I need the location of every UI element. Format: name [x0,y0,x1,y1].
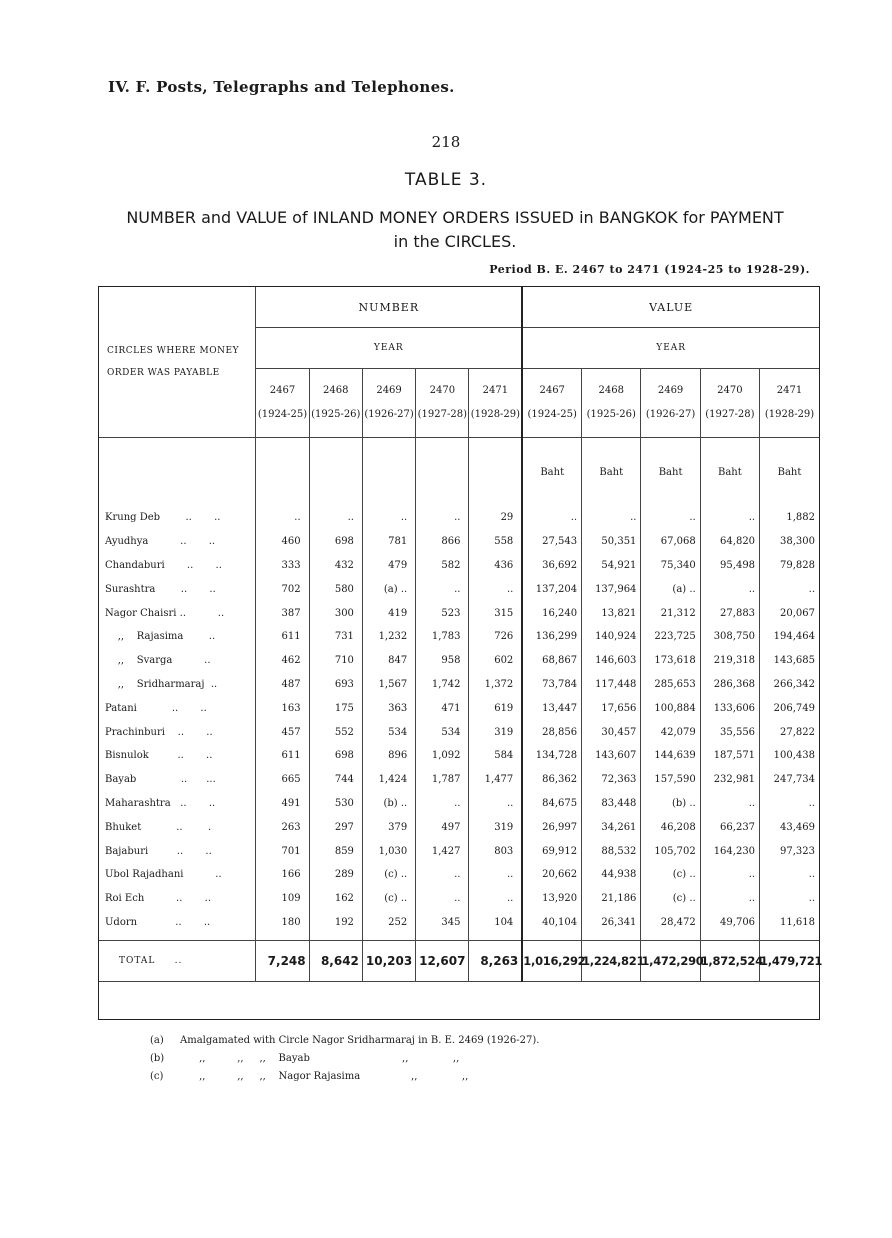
number-cell: 319 [469,720,522,744]
value-year-header-2 [641,369,700,438]
year-ce: (1924-25) [527,409,577,420]
number-cell: .. [309,506,362,530]
footnote-text: Amalgamated with Circle Nagor Sridharmaraj in B. E. 2469 (1926-27). [180,1035,540,1046]
value-cell: 143,685 [760,649,819,673]
number-cell: 487 [256,673,309,697]
total-number-cell: 12,607 [416,941,469,982]
number-cell: 558 [469,530,522,554]
circle-name: Ayudhya .. .. [105,536,216,548]
number-cell: 319 [469,815,522,839]
value-cell: 79,828 [760,554,819,578]
unit-blank-cell [362,438,415,507]
value-year-header-1 [582,369,641,438]
table-row [99,554,819,578]
total-number-cell: 7,248 [256,941,309,982]
number-cell: 710 [309,649,362,673]
value-cell: .. [760,577,819,601]
number-cell: .. [416,792,469,816]
table-row [99,839,819,863]
value-cell: 308,750 [700,625,759,649]
number-cell: 162 [309,887,362,911]
number-cell: .. [469,792,522,816]
number-cell: 534 [416,720,469,744]
table-row [99,744,819,768]
year-ce: (1926-27) [645,409,696,420]
footnote [150,1068,539,1086]
number-cell: (c) .. [362,863,415,887]
value-year-header-0 [522,369,581,438]
value-cell: .. [700,792,759,816]
number-cell: 530 [309,792,362,816]
circle-name: Bhuket .. . [105,821,212,833]
value-cell: 50,351 [582,530,641,554]
circle-name: ,, Rajasima .. [105,631,216,643]
value-cell: (c) .. [641,863,700,887]
value-cell: 44,938 [582,863,641,887]
number-cell: .. [362,506,415,530]
number-cell: 166 [256,863,309,887]
number-year-header: YEAR [256,328,522,369]
value-cell: (b) .. [641,792,700,816]
table-row [99,625,819,649]
section-heading: IV. F. Posts, Telegraphs and Telephones. [108,78,455,96]
number-cell: 896 [362,744,415,768]
value-cell: 73,784 [522,673,581,697]
value-cell: 137,204 [522,577,581,601]
number-cell: 698 [309,744,362,768]
unit-label: Baht [582,438,641,507]
total-number-cell: 8,642 [309,941,362,982]
number-cell: 702 [256,577,309,601]
footnote [150,1032,539,1050]
number-cell: 580 [309,577,362,601]
number-cell: (c) .. [362,887,415,911]
number-cell: 379 [362,815,415,839]
number-cell: 552 [309,720,362,744]
value-cell: 38,300 [760,530,819,554]
number-cell: 333 [256,554,309,578]
year-be: 2470 [717,385,743,396]
value-cell: 83,448 [582,792,641,816]
table-row [99,720,819,744]
footnote-text: ,, ,, ,, Bayab ,, ,, [180,1053,460,1064]
value-cell: 1,882 [760,506,819,530]
total-value-cell: 1,872,524 [700,941,759,982]
number-cell: 192 [309,911,362,935]
number-year-header-4 [469,369,522,438]
total-value-cell: 1,016,292 [522,941,581,982]
number-cell: 163 [256,696,309,720]
value-cell: 219,318 [700,649,759,673]
number-cell: 602 [469,649,522,673]
number-cell: 665 [256,768,309,792]
number-cell: 363 [362,696,415,720]
number-cell: 726 [469,625,522,649]
value-cell: .. [760,887,819,911]
value-cell: 194,464 [760,625,819,649]
number-cell: (b) .. [362,792,415,816]
number-cell: 1,567 [362,673,415,697]
year-ce: (1924-25) [257,409,308,420]
number-cell: 289 [309,863,362,887]
value-cell: .. [700,506,759,530]
table-row [99,530,819,554]
value-cell: 117,448 [582,673,641,697]
number-cell: .. [256,506,309,530]
footnote-mark: (b) [150,1053,165,1064]
year-be: 2470 [429,385,456,396]
total-label: TOTAL .. [99,941,256,982]
footnote-mark: (a) [150,1035,164,1046]
table-body [99,438,823,982]
circle-name: Udorn .. .. [105,916,211,928]
circle-name: Maharashtra .. .. [105,797,216,809]
number-cell: 701 [256,839,309,863]
value-cell: 21,186 [582,887,641,911]
value-cell: 11,618 [760,911,819,935]
value-cell: 13,920 [522,887,581,911]
number-cell: 731 [309,625,362,649]
title-line-2: in the CIRCLES. [393,232,517,251]
value-cell: 13,821 [582,601,641,625]
value-cell: 17,656 [582,696,641,720]
circle-name: Nagor Chaisri .. .. [105,607,225,619]
unit-blank-cell [416,438,469,507]
table-row [99,792,819,816]
number-cell: 109 [256,887,309,911]
unit-blank-cell [256,438,309,507]
number-cell: 252 [362,911,415,935]
value-cell: 27,543 [522,530,581,554]
table-row [99,601,819,625]
total-number-cell: 10,203 [362,941,415,982]
table-row [99,768,819,792]
title-line-1: NUMBER and VALUE of INLAND MONEY ORDERS ISSUED in BANGKOK for PAYMENT [126,208,784,227]
value-cell: 84,675 [522,792,581,816]
value-cell: 42,079 [641,720,700,744]
number-cell: 803 [469,839,522,863]
value-year-header-3 [700,369,759,438]
number-cell: 847 [362,649,415,673]
total-row [99,941,819,982]
number-cell: 582 [416,554,469,578]
number-cell: 698 [309,530,362,554]
number-cell: 29 [469,506,522,530]
number-cell: 619 [469,696,522,720]
value-cell: 54,921 [582,554,641,578]
number-group-header: NUMBER [256,287,522,328]
page-number: 218 [431,133,461,151]
data-table [99,287,823,982]
value-cell: .. [700,863,759,887]
year-be: 2471 [776,385,803,396]
value-cell: 68,867 [522,649,581,673]
year-ce: (1928-29) [470,409,521,420]
number-cell: 345 [416,911,469,935]
circle-name: Bajaburi .. .. [105,845,212,857]
number-year-header-0 [256,369,309,438]
value-cell: 140,924 [582,625,641,649]
circle-column-header [99,287,256,438]
money-orders-table [98,286,823,1020]
unit-label: Baht [641,438,700,507]
circle-header-line-1: CIRCLES WHERE MONEY [107,346,240,356]
value-cell: 285,653 [641,673,700,697]
total-value-cell: 1,224,821 [582,941,641,982]
value-cell: 232,981 [700,768,759,792]
value-cell: 173,618 [641,649,700,673]
footnote-mark: (c) [150,1071,164,1082]
value-cell: 100,884 [641,696,700,720]
circle-name: Chandaburi .. .. [105,559,222,571]
value-cell: .. [700,887,759,911]
value-cell: 134,728 [522,744,581,768]
value-cell: 27,822 [760,720,819,744]
number-cell: 859 [309,839,362,863]
year-ce: (1927-28) [705,409,755,420]
value-cell: 95,498 [700,554,759,578]
number-cell: 497 [416,815,469,839]
value-cell: 20,662 [522,863,581,887]
footnotes [150,1032,539,1086]
number-year-header-2 [362,369,415,438]
year-ce: (1926-27) [364,409,414,420]
value-cell: 266,342 [760,673,819,697]
value-cell: 27,883 [700,601,759,625]
circle-header-line-2: ORDER WAS PAYABLE [107,368,220,378]
year-ce: (1925-26) [311,409,361,420]
number-cell: .. [416,577,469,601]
value-cell: .. [760,792,819,816]
number-cell: 611 [256,625,309,649]
value-cell: 26,997 [522,815,581,839]
value-cell: 66,237 [700,815,759,839]
value-cell: 67,068 [641,530,700,554]
number-cell: 1,477 [469,768,522,792]
value-cell: .. [760,863,819,887]
year-be: 2471 [482,385,509,396]
number-cell: .. [469,863,522,887]
value-cell: (c) .. [641,887,700,911]
number-cell: 460 [256,530,309,554]
number-cell: 419 [362,601,415,625]
number-cell: 744 [309,768,362,792]
value-cell: 86,362 [522,768,581,792]
table-row [99,506,819,530]
value-cell: .. [700,577,759,601]
number-cell: 1,030 [362,839,415,863]
number-cell: 781 [362,530,415,554]
value-cell: 157,590 [641,768,700,792]
value-cell: 46,208 [641,815,700,839]
value-cell: 16,240 [522,601,581,625]
total-number-cell: 8,263 [469,941,522,982]
number-cell: .. [416,887,469,911]
value-cell: 75,340 [641,554,700,578]
value-cell: 69,912 [522,839,581,863]
number-cell: 958 [416,649,469,673]
unit-row [99,438,819,507]
number-cell: 1,092 [416,744,469,768]
unit-row-blank [99,438,256,507]
year-ce: (1927-28) [417,409,468,420]
number-cell: 263 [256,815,309,839]
unit-blank-cell [469,438,522,507]
value-cell: 143,607 [582,744,641,768]
table-row [99,577,819,601]
value-cell: 64,820 [700,530,759,554]
circle-name: Roi Ech .. .. [105,893,212,905]
number-cell: 866 [416,530,469,554]
value-cell: 97,323 [760,839,819,863]
table-label: TABLE 3. [404,170,488,190]
value-cell: 144,639 [641,744,700,768]
number-cell: 1,427 [416,839,469,863]
number-cell: 1,372 [469,673,522,697]
number-cell: 175 [309,696,362,720]
number-year-header-1 [309,369,362,438]
value-cell: .. [522,506,581,530]
number-cell: .. [416,506,469,530]
number-cell: 432 [309,554,362,578]
table-row [99,863,819,887]
number-cell: (a) .. [362,577,415,601]
number-cell: 457 [256,720,309,744]
number-cell: 611 [256,744,309,768]
value-cell: 26,341 [582,911,641,935]
value-cell: 43,469 [760,815,819,839]
value-cell: 28,856 [522,720,581,744]
footnote [150,1050,539,1068]
year-be: 2467 [539,385,565,396]
circle-name: Ubol Rajadhani .. [105,869,222,881]
number-cell: 584 [469,744,522,768]
value-cell: 146,603 [582,649,641,673]
number-cell: 1,424 [362,768,415,792]
value-cell: 20,067 [760,601,819,625]
value-cell: 28,472 [641,911,700,935]
circle-name: Prachinburi .. .. [105,726,213,738]
table-row [99,696,819,720]
year-be: 2469 [376,385,402,396]
table-title [60,206,850,254]
period-caption: Period B. E. 2467 to 2471 (1924-25 to 1928-29). [489,263,810,276]
number-cell: 1,742 [416,673,469,697]
value-cell: 49,706 [700,911,759,935]
value-cell: 133,606 [700,696,759,720]
value-group-header: VALUE [522,287,819,328]
unit-blank-cell [309,438,362,507]
number-cell: 104 [469,911,522,935]
number-cell: 462 [256,649,309,673]
number-cell: 491 [256,792,309,816]
table-row [99,815,819,839]
value-cell: .. [641,506,700,530]
year-be: 2467 [269,385,296,396]
total-value-cell: 1,472,290 [641,941,700,982]
table-row [99,673,819,697]
value-cell: 136,299 [522,625,581,649]
value-cell: 187,571 [700,744,759,768]
footnote-text: ,, ,, ,, Nagor Rajasima ,, ,, [180,1071,469,1082]
number-cell: 523 [416,601,469,625]
number-year-header-3 [416,369,469,438]
circle-name: Krung Deb .. .. [105,512,221,524]
table-row [99,911,819,935]
value-cell: 247,734 [760,768,819,792]
unit-label: Baht [522,438,581,507]
unit-label: Baht [700,438,759,507]
value-cell: 40,104 [522,911,581,935]
circle-name: Bisnulok .. .. [105,750,213,762]
value-cell: 72,363 [582,768,641,792]
number-cell: 387 [256,601,309,625]
number-cell: 534 [362,720,415,744]
value-cell: 34,261 [582,815,641,839]
unit-label: Baht [760,438,819,507]
value-cell: 100,438 [760,744,819,768]
value-year-header: YEAR [522,328,819,369]
number-cell: 693 [309,673,362,697]
value-year-header-4 [760,369,819,438]
year-be: 2468 [598,385,624,396]
number-cell: 297 [309,815,362,839]
number-cell: 300 [309,601,362,625]
value-cell: 164,230 [700,839,759,863]
value-cell: 35,556 [700,720,759,744]
circle-name: Bayab .. ... [105,774,216,786]
value-cell: 30,457 [582,720,641,744]
total-value-cell: 1,479,721 [760,941,819,982]
number-cell: .. [469,577,522,601]
value-cell: 88,532 [582,839,641,863]
number-cell: 180 [256,911,309,935]
value-cell: 13,447 [522,696,581,720]
year-ce: (1928-29) [764,409,815,420]
circle-name: ,, Sridharmaraj .. [105,678,218,690]
value-cell: 105,702 [641,839,700,863]
year-be: 2469 [657,385,684,396]
value-cell: 36,692 [522,554,581,578]
value-cell: 286,368 [700,673,759,697]
number-cell: 1,783 [416,625,469,649]
number-cell: .. [469,887,522,911]
value-cell: 206,749 [760,696,819,720]
number-cell: 315 [469,601,522,625]
number-cell: .. [416,863,469,887]
circle-name: Patani .. .. [105,702,207,714]
number-cell: 471 [416,696,469,720]
number-cell: 1,232 [362,625,415,649]
year-ce: (1925-26) [586,409,636,420]
circle-name: ,, Svarga .. [105,655,211,667]
circle-name: Surashtra .. .. [105,583,216,595]
value-cell: (a) .. [641,577,700,601]
value-cell: 21,312 [641,601,700,625]
number-cell: 479 [362,554,415,578]
table-row [99,887,819,911]
value-cell: 137,964 [582,577,641,601]
value-cell: .. [582,506,641,530]
number-cell: 436 [469,554,522,578]
number-cell: 1,787 [416,768,469,792]
value-cell: 223,725 [641,625,700,649]
table-row [99,649,819,673]
year-be: 2468 [323,385,349,396]
